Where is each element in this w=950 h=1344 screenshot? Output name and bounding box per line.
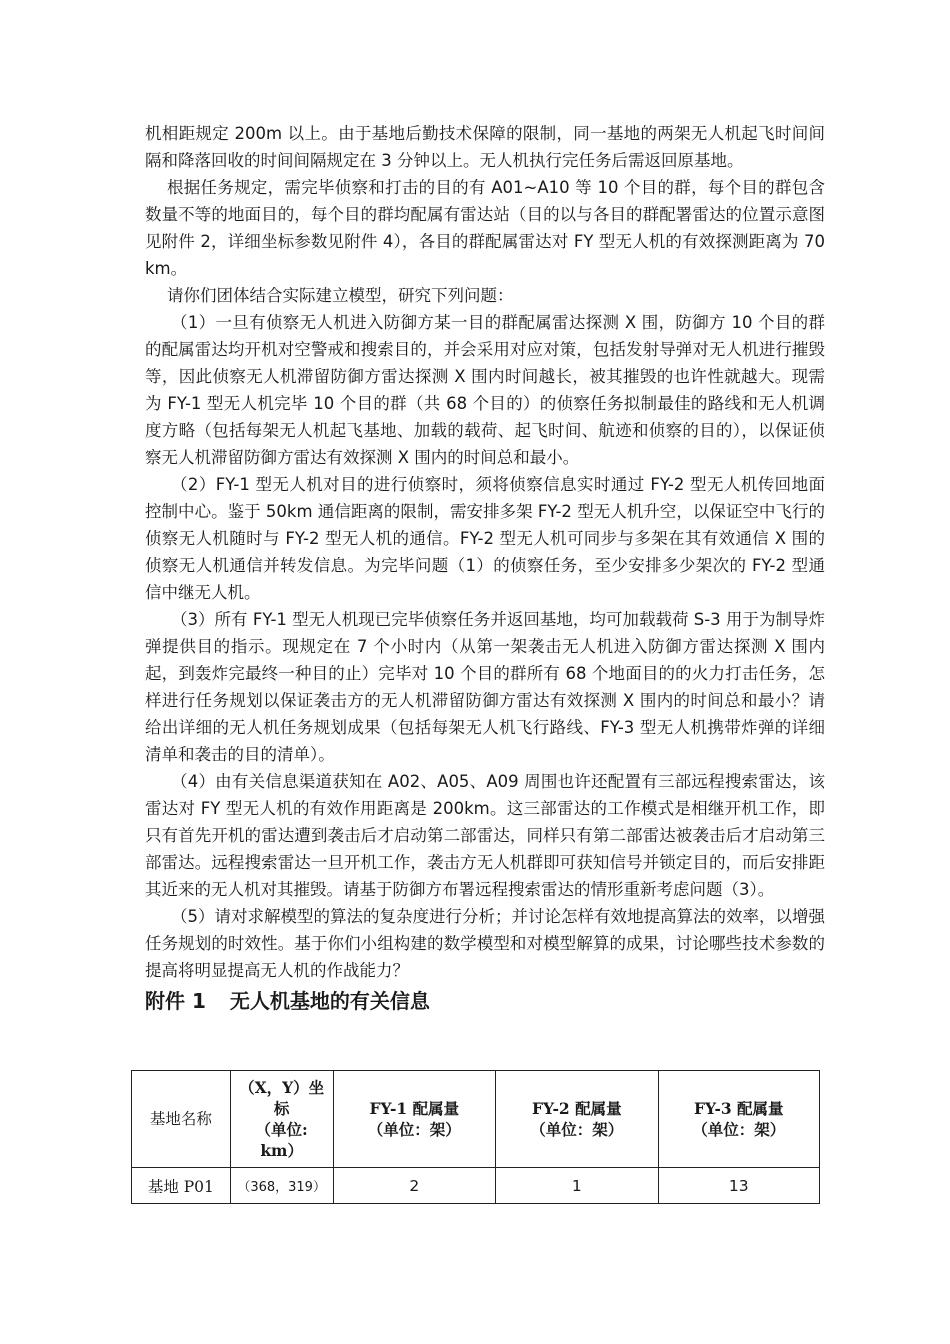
paragraph: 机相距规定 200m 以上。由于基地后勤技术保障的限制，同一基地的两架无人机起飞时间间隔和降落回收的时间间隔规定在 3 分钟以上。无人机执行完任务后需返回原基地。 [145,124,825,170]
header-fy3-count: FY-3 配属量 （单位：架） [658,1071,819,1168]
cell-fy2-count: 1 [496,1168,658,1204]
question-4: （4）由有关信息渠道获知在 A02、A05、A09 周围也许还配置有三部远程搜索雷达，该雷达对 FY 型无人机的有效作用距离是 200km。这三部雷达的工作模式是相继开机工作，即只有首先开机的雷达遭到袭击后才启动第二部雷达，同样只有第二部雷达被袭击后才启动第三部雷达。远程搜索雷达一旦开机工作，袭击方无人机群即可获知信号并锁定目的，而后安排距其近来的无人机对其摧毁。请基于防御方布署远程搜索雷达的情形重新考虑问题（3）。 [145,772,825,899]
header-base-name: 基地名称 [132,1071,231,1168]
question-5: （5）请对求解模型的算法的复杂度进行分析；并讨论怎样有效地提高算法的效率，以增强任务规划的时效性。基于你们小组构建的数学模型和对模型解算的成果，讨论哪些技术参数的提高将明显提高无人机的作战能力？ [145,907,825,980]
appendix-heading [145,984,825,1018]
question-2: （2）FY-1 型无人机对目的进行侦察时，须将侦察信息实时通过 FY-2 型无人机传回地面控制中心。鉴于 50km 通信距离的限制，需安排多架 FY-2 型无人机升空，以保证空中飞行的侦察无人机随时与 FY-2 型无人机的通信。FY-2 型无人机可同步与多架在其有效通信 X 围的侦察无人机通信并转发信息。为完毕问题（1）的侦察任务，至少安排多少架次的 FY-2 型通信中继无人机。 [145,475,825,602]
appendix-title: 无人机基地的有关信息 [229,989,430,1013]
table-header-row [132,1071,820,1168]
question-3: （3）所有 FY-1 型无人机现已完毕侦察任务并返回基地，均可加载载荷 S-3 用于为制导炸弹提供目的指示。现规定在 7 个小时内（从第一架袭击无人机进入防御方雷达探测 X 围内起，到轰炸完最终一种目的止）完毕对 10 个目的群所有 68 个地面目的的火力打击任务，怎样进行任务规划以保证袭击方的无人机滞留防御方雷达有效探测 X 围内的时间总和最小？请给出详细的无人机任务规划成果（包括每架无人机飞行路线、FY-3 型无人机携带炸弹的详细清单和袭击的目的清单）。 [145,610,825,764]
cell-coordinates: （368，319） [230,1168,333,1204]
question-1: （1）一旦有侦察无人机进入防御方某一目的群配属雷达探测 X 围，防御方 10 个目的群的配属雷达均开机对空警戒和搜索目的，并会采用对应对策，包括发射导弹对无人机进行摧毁等，因此侦察无人机滞留防御方雷达探测 X 围内时间越长，被其摧毁的也许性就越大。现需为 FY-1 型无人机完毕 10 个目的群（共 68 个目的）的侦察任务拟制最佳的路线和无人机调度方略（包括每架无人机起飞基地、加载的载荷、起飞时间、航迹和侦察的目的），以保证侦察无人机滞留防御方雷达有效探测 X 围内的时间总和最小。 [145,313,825,467]
header-coordinates: （X，Y）坐 标 （单位: km） [230,1071,333,1168]
paragraph: 请你们团体结合实际建立模型，研究下列问题： [167,286,514,305]
cell-fy3-count: 13 [658,1168,819,1204]
cell-base-name: 基地 P01 [132,1168,231,1204]
table-row [132,1168,820,1204]
paragraph: 根据任务规定，需完毕侦察和打击的目的有 A01~A10 等 10 个目的群，每个目的群包含数量不等的地面目的，每个目的群均配属有雷达站（目的以与各目的群配署雷达的位置示意图见附件 2，详细坐标参数见附件 4），各目的群配属雷达对 FY 型无人机的有效探测距离为 70km。 [145,178,825,278]
document-body [145,120,825,1018]
header-fy2-count: FY-2 配属量 （单位：架） [496,1071,658,1168]
appendix-label: 附件 1 [145,989,206,1013]
header-fy1-count: FY-1 配属量 （单位：架） [333,1071,495,1168]
base-info-table [131,1070,820,1204]
cell-fy1-count: 2 [333,1168,495,1204]
